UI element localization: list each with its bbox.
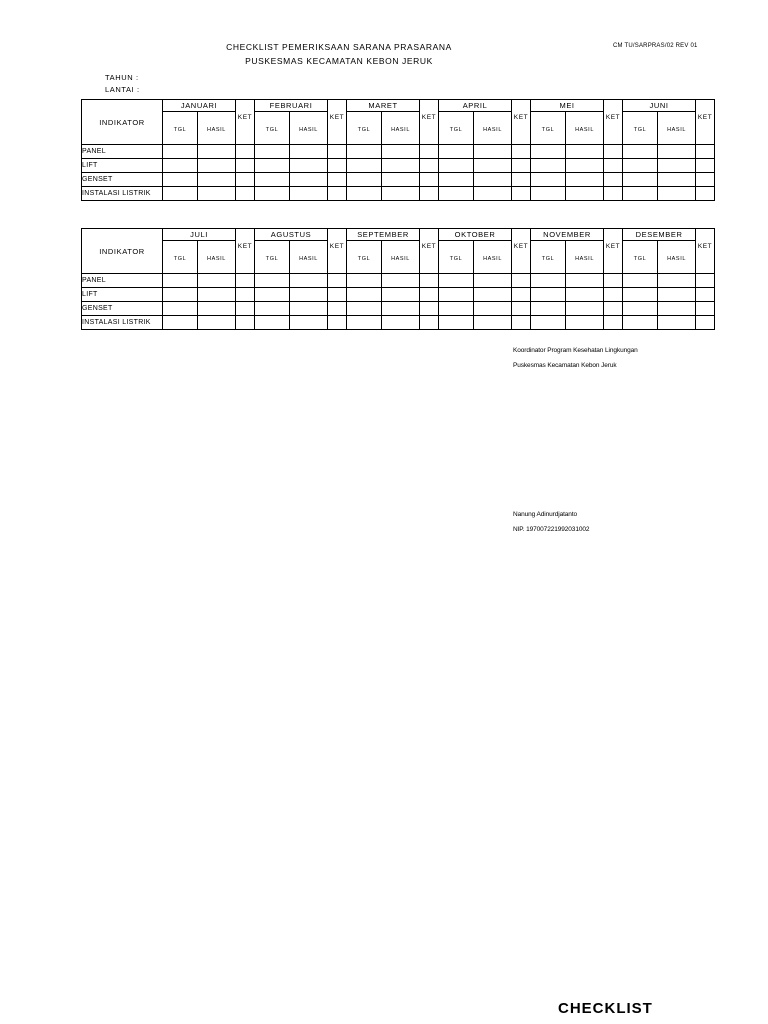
tgl-cell[interactable] xyxy=(439,145,474,159)
tgl-cell[interactable] xyxy=(255,187,290,201)
tgl-cell[interactable] xyxy=(163,145,198,159)
ket-cell[interactable] xyxy=(512,302,531,316)
ket-cell[interactable] xyxy=(696,302,715,316)
ket-cell[interactable] xyxy=(512,288,531,302)
tgl-cell[interactable] xyxy=(531,173,566,187)
tgl-cell[interactable] xyxy=(163,159,198,173)
ket-cell[interactable] xyxy=(236,316,255,330)
tgl-cell[interactable] xyxy=(347,274,382,288)
indicator-label: GENSET xyxy=(82,173,163,187)
hasil-cell[interactable] xyxy=(382,274,420,288)
tgl-cell[interactable] xyxy=(439,274,474,288)
hasil-cell[interactable] xyxy=(474,316,512,330)
ket-cell[interactable] xyxy=(512,173,531,187)
hasil-header: HASIL xyxy=(566,241,604,274)
hasil-cell[interactable] xyxy=(566,274,604,288)
hasil-cell[interactable] xyxy=(658,302,696,316)
month-header: JUNI xyxy=(623,100,696,112)
hasil-cell[interactable] xyxy=(566,187,604,201)
tgl-cell[interactable] xyxy=(439,288,474,302)
signature-name: Nanung Adinurdjatanto xyxy=(513,511,578,518)
tgl-cell[interactable] xyxy=(531,187,566,201)
ket-cell[interactable] xyxy=(420,316,439,330)
hasil-cell[interactable] xyxy=(290,274,328,288)
ket-cell[interactable] xyxy=(604,274,623,288)
tgl-cell[interactable] xyxy=(439,302,474,316)
hasil-cell[interactable] xyxy=(566,173,604,187)
ket-cell[interactable] xyxy=(236,288,255,302)
hasil-header: HASIL xyxy=(290,112,328,145)
ket-cell[interactable] xyxy=(328,159,347,173)
tgl-cell[interactable] xyxy=(347,316,382,330)
ket-cell[interactable] xyxy=(512,159,531,173)
ket-cell[interactable] xyxy=(236,274,255,288)
tgl-header: TGL xyxy=(531,241,566,274)
month-header-row xyxy=(82,229,715,241)
indicator-label: LIFT xyxy=(82,288,163,302)
ket-header: KET xyxy=(512,229,531,274)
hasil-cell[interactable] xyxy=(290,159,328,173)
tgl-cell[interactable] xyxy=(531,302,566,316)
ket-cell[interactable] xyxy=(696,145,715,159)
document-title: CHECKLIST PEMERIKSAAN SARANA PRASARANA xyxy=(226,42,452,52)
tgl-cell[interactable] xyxy=(347,302,382,316)
hasil-cell[interactable] xyxy=(290,302,328,316)
hasil-header: HASIL xyxy=(198,112,236,145)
ket-cell[interactable] xyxy=(236,145,255,159)
month-header: JULI xyxy=(163,229,236,241)
hasil-cell[interactable] xyxy=(566,159,604,173)
ket-cell[interactable] xyxy=(604,173,623,187)
ket-header: KET xyxy=(236,100,255,145)
ket-header: KET xyxy=(236,229,255,274)
hasil-cell[interactable] xyxy=(566,288,604,302)
month-header: DESEMBER xyxy=(623,229,696,241)
ket-cell[interactable] xyxy=(420,173,439,187)
ket-cell[interactable] xyxy=(236,302,255,316)
hasil-cell[interactable] xyxy=(474,145,512,159)
tgl-cell[interactable] xyxy=(163,274,198,288)
month-header: AGUSTUS xyxy=(255,229,328,241)
ket-cell[interactable] xyxy=(604,145,623,159)
hasil-header: HASIL xyxy=(382,241,420,274)
tgl-header: TGL xyxy=(439,112,474,145)
ket-cell[interactable] xyxy=(420,159,439,173)
tgl-header: TGL xyxy=(347,112,382,145)
tgl-cell[interactable] xyxy=(255,159,290,173)
hasil-cell[interactable] xyxy=(658,288,696,302)
ket-cell[interactable] xyxy=(604,159,623,173)
hasil-cell[interactable] xyxy=(474,159,512,173)
hasil-cell[interactable] xyxy=(198,316,236,330)
indicator-row xyxy=(82,288,715,302)
ket-header: KET xyxy=(420,229,439,274)
month-header: OKTOBER xyxy=(439,229,512,241)
indicator-row xyxy=(82,316,715,330)
tgl-cell[interactable] xyxy=(163,316,198,330)
indicator-label: INSTALASI LISTRIK xyxy=(82,316,163,330)
tgl-cell[interactable] xyxy=(623,145,658,159)
hasil-cell[interactable] xyxy=(382,159,420,173)
hasil-cell[interactable] xyxy=(382,316,420,330)
hasil-cell[interactable] xyxy=(474,302,512,316)
ket-cell[interactable] xyxy=(420,145,439,159)
ket-header: KET xyxy=(696,229,715,274)
ket-cell[interactable] xyxy=(328,274,347,288)
tgl-cell[interactable] xyxy=(531,145,566,159)
month-header: JANUARI xyxy=(163,100,236,112)
hasil-header: HASIL xyxy=(198,241,236,274)
tgl-cell[interactable] xyxy=(163,288,198,302)
tgl-cell[interactable] xyxy=(623,173,658,187)
ket-cell[interactable] xyxy=(696,159,715,173)
hasil-cell[interactable] xyxy=(474,173,512,187)
ket-header: KET xyxy=(604,229,623,274)
hasil-cell[interactable] xyxy=(658,159,696,173)
ket-cell[interactable] xyxy=(696,288,715,302)
hasil-cell[interactable] xyxy=(198,274,236,288)
hasil-header: HASIL xyxy=(566,112,604,145)
checklist-table-jan-jun xyxy=(81,99,715,201)
tgl-cell[interactable] xyxy=(255,302,290,316)
ket-cell[interactable] xyxy=(236,173,255,187)
hasil-cell[interactable] xyxy=(658,173,696,187)
indicator-row xyxy=(82,274,715,288)
tgl-cell[interactable] xyxy=(531,274,566,288)
tgl-header: TGL xyxy=(347,241,382,274)
ket-cell[interactable] xyxy=(420,288,439,302)
hasil-cell[interactable] xyxy=(474,274,512,288)
ket-cell[interactable] xyxy=(420,302,439,316)
hasil-cell[interactable] xyxy=(382,187,420,201)
hasil-cell[interactable] xyxy=(566,145,604,159)
hasil-cell[interactable] xyxy=(658,145,696,159)
tgl-cell[interactable] xyxy=(347,187,382,201)
ket-cell[interactable] xyxy=(604,302,623,316)
hasil-cell[interactable] xyxy=(566,302,604,316)
ket-cell[interactable] xyxy=(696,316,715,330)
hasil-cell[interactable] xyxy=(382,288,420,302)
tgl-cell[interactable] xyxy=(163,302,198,316)
footer-checklist-text: CHECKLIST xyxy=(558,1000,653,1017)
indicator-label: PANEL xyxy=(82,274,163,288)
month-header-row xyxy=(82,100,715,112)
hasil-cell[interactable] xyxy=(474,187,512,201)
hasil-header: HASIL xyxy=(658,241,696,274)
indicator-label: LIFT xyxy=(82,159,163,173)
tgl-cell[interactable] xyxy=(255,145,290,159)
tgl-cell[interactable] xyxy=(623,288,658,302)
signature-role-line1: Koordinator Program Kesehatan Lingkungan xyxy=(513,347,638,354)
hasil-cell[interactable] xyxy=(290,316,328,330)
tgl-cell[interactable] xyxy=(439,159,474,173)
hasil-cell[interactable] xyxy=(198,145,236,159)
tgl-cell[interactable] xyxy=(439,187,474,201)
indicator-row xyxy=(82,159,715,173)
tgl-cell[interactable] xyxy=(439,173,474,187)
tgl-cell[interactable] xyxy=(623,302,658,316)
ket-cell[interactable] xyxy=(696,187,715,201)
month-header: NOVEMBER xyxy=(531,229,604,241)
ket-cell[interactable] xyxy=(328,288,347,302)
ket-cell[interactable] xyxy=(512,274,531,288)
tgl-header: TGL xyxy=(163,241,198,274)
tgl-cell[interactable] xyxy=(531,316,566,330)
tgl-header: TGL xyxy=(255,112,290,145)
tgl-cell[interactable] xyxy=(347,145,382,159)
tgl-cell[interactable] xyxy=(255,173,290,187)
tgl-cell[interactable] xyxy=(255,274,290,288)
signature-role-line2: Puskesmas Kecamatan Kebon Jeruk xyxy=(513,362,617,369)
ket-header: KET xyxy=(328,229,347,274)
checklist-table-jul-dec xyxy=(81,228,715,330)
hasil-cell[interactable] xyxy=(198,173,236,187)
ket-header: KET xyxy=(420,100,439,145)
indicator-row xyxy=(82,302,715,316)
ket-cell[interactable] xyxy=(604,316,623,330)
hasil-cell[interactable] xyxy=(382,145,420,159)
hasil-header: HASIL xyxy=(290,241,328,274)
ket-cell[interactable] xyxy=(236,187,255,201)
hasil-cell[interactable] xyxy=(658,274,696,288)
tgl-header: TGL xyxy=(439,241,474,274)
tgl-cell[interactable] xyxy=(163,187,198,201)
hasil-cell[interactable] xyxy=(198,288,236,302)
tgl-header: TGL xyxy=(623,112,658,145)
hasil-header: HASIL xyxy=(474,241,512,274)
signature-nip: NIP. 197007221992031002 xyxy=(513,526,590,533)
ket-cell[interactable] xyxy=(604,187,623,201)
ket-cell[interactable] xyxy=(328,302,347,316)
hasil-cell[interactable] xyxy=(198,187,236,201)
tgl-cell[interactable] xyxy=(255,288,290,302)
indicator-label: INSTALASI LISTRIK xyxy=(82,187,163,201)
tgl-cell[interactable] xyxy=(623,187,658,201)
tgl-cell[interactable] xyxy=(347,288,382,302)
tahun-label: TAHUN : xyxy=(105,73,139,82)
ket-cell[interactable] xyxy=(420,187,439,201)
hasil-cell[interactable] xyxy=(658,316,696,330)
ket-cell[interactable] xyxy=(328,145,347,159)
indicator-label: GENSET xyxy=(82,302,163,316)
ket-cell[interactable] xyxy=(696,274,715,288)
ket-cell[interactable] xyxy=(328,187,347,201)
document-number: CM TU/SARPRAS/02 REV 01 xyxy=(613,43,698,49)
hasil-cell[interactable] xyxy=(198,159,236,173)
ket-header: KET xyxy=(328,100,347,145)
hasil-cell[interactable] xyxy=(198,302,236,316)
tgl-cell[interactable] xyxy=(163,173,198,187)
month-header: FEBRUARI xyxy=(255,100,328,112)
hasil-header: HASIL xyxy=(382,112,420,145)
ket-cell[interactable] xyxy=(512,316,531,330)
indikator-header: INDIKATOR xyxy=(82,229,163,274)
tgl-header: TGL xyxy=(255,241,290,274)
tgl-cell[interactable] xyxy=(531,288,566,302)
indicator-row xyxy=(82,145,715,159)
tgl-cell[interactable] xyxy=(255,316,290,330)
ket-header: KET xyxy=(604,100,623,145)
tgl-cell[interactable] xyxy=(623,159,658,173)
ket-header: KET xyxy=(696,100,715,145)
indicator-label: PANEL xyxy=(82,145,163,159)
ket-cell[interactable] xyxy=(512,145,531,159)
ket-cell[interactable] xyxy=(236,159,255,173)
ket-cell[interactable] xyxy=(696,173,715,187)
lantai-label: LANTAI : xyxy=(105,85,140,94)
hasil-cell[interactable] xyxy=(290,187,328,201)
tgl-cell[interactable] xyxy=(531,159,566,173)
hasil-cell[interactable] xyxy=(474,288,512,302)
tgl-header: TGL xyxy=(531,112,566,145)
month-header: SEPTEMBER xyxy=(347,229,420,241)
indicator-row xyxy=(82,173,715,187)
ket-cell[interactable] xyxy=(512,187,531,201)
tgl-header: TGL xyxy=(163,112,198,145)
tgl-cell[interactable] xyxy=(439,316,474,330)
hasil-cell[interactable] xyxy=(658,187,696,201)
ket-cell[interactable] xyxy=(420,274,439,288)
document-subtitle: PUSKESMAS KECAMATAN KEBON JERUK xyxy=(245,56,433,66)
ket-cell[interactable] xyxy=(328,173,347,187)
indicator-row xyxy=(82,187,715,201)
month-header: APRIL xyxy=(439,100,512,112)
ket-cell[interactable] xyxy=(328,316,347,330)
tgl-header: TGL xyxy=(623,241,658,274)
hasil-cell[interactable] xyxy=(382,302,420,316)
month-header: MARET xyxy=(347,100,420,112)
month-header: MEI xyxy=(531,100,604,112)
hasil-header: HASIL xyxy=(658,112,696,145)
hasil-cell[interactable] xyxy=(290,173,328,187)
ket-cell[interactable] xyxy=(604,288,623,302)
indikator-header: INDIKATOR xyxy=(82,100,163,145)
ket-header: KET xyxy=(512,100,531,145)
hasil-cell[interactable] xyxy=(382,173,420,187)
hasil-cell[interactable] xyxy=(290,288,328,302)
hasil-cell[interactable] xyxy=(566,316,604,330)
hasil-cell[interactable] xyxy=(290,145,328,159)
tgl-cell[interactable] xyxy=(347,173,382,187)
tgl-cell[interactable] xyxy=(623,316,658,330)
tgl-cell[interactable] xyxy=(623,274,658,288)
hasil-header: HASIL xyxy=(474,112,512,145)
tgl-cell[interactable] xyxy=(347,159,382,173)
